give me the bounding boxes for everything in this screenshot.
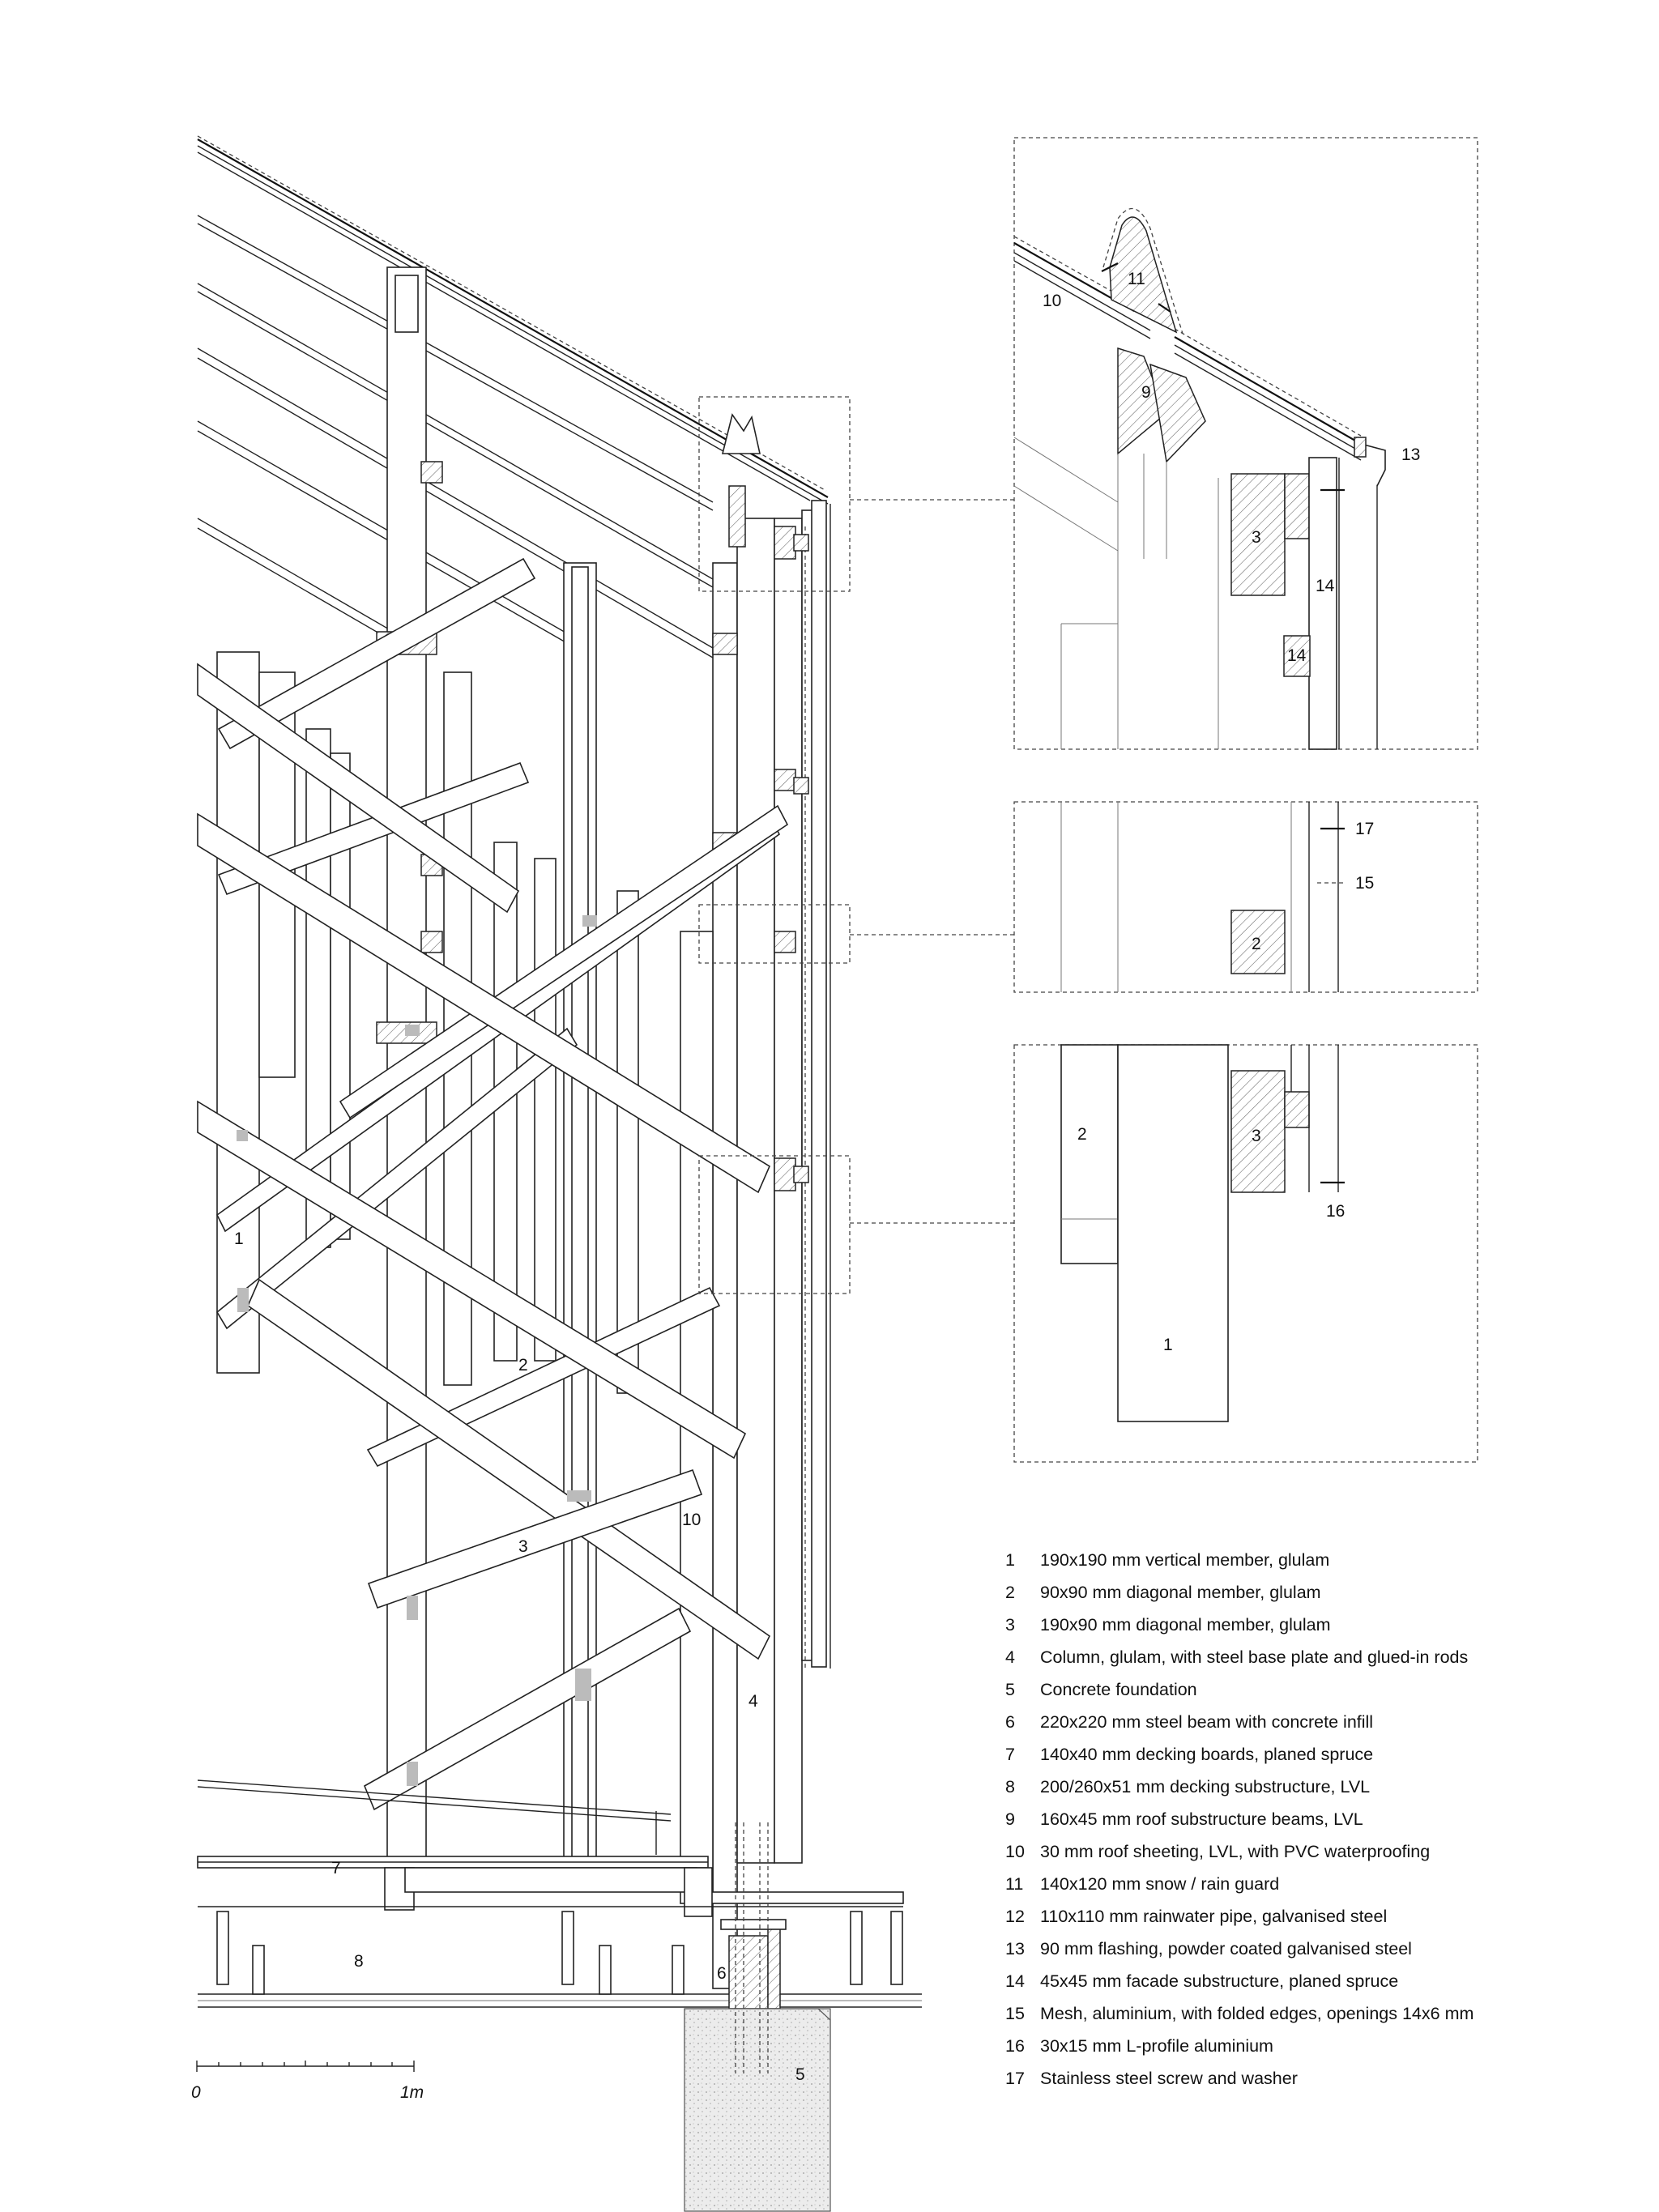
legend-item [1005, 1738, 1637, 1771]
legend-item [1005, 1609, 1637, 1641]
label-2: 2 [518, 1356, 528, 1375]
label-10: 10 [682, 1511, 702, 1529]
base-detail-label-2: 2 [1077, 1125, 1087, 1144]
legend-item-text: 190x190 mm vertical member, glulam [1040, 1550, 1330, 1570]
base-detail-label-16: 16 [1326, 1202, 1346, 1221]
main-section-view [191, 136, 1014, 2211]
legend-item-number: 12 [1005, 1907, 1025, 1926]
label-1: 1 [234, 1230, 244, 1248]
legend-item-number: 4 [1005, 1647, 1015, 1667]
legend-item-number: 11 [1005, 1874, 1024, 1894]
label-8: 8 [354, 1952, 364, 1971]
legend-item-number: 10 [1005, 1842, 1025, 1861]
legend-item-text: 110x110 mm rainwater pipe, galvanised steel [1040, 1907, 1388, 1926]
legend-item [1005, 2062, 1637, 2095]
roof-detail-label-14-a: 14 [1316, 577, 1335, 595]
legend-item-number: 7 [1005, 1745, 1015, 1764]
legend-item-text: 160x45 mm roof substructure beams, LVL [1040, 1809, 1363, 1829]
legend-item [1005, 2030, 1637, 2062]
legend-item-text: Mesh, aluminium, with folded edges, openings 14x6 mm [1040, 2004, 1474, 2023]
legend-item [1005, 1933, 1637, 1965]
legend-item-text: 140x120 mm snow / rain guard [1040, 1874, 1280, 1894]
legend-item [1005, 1900, 1637, 1933]
scale-bar [191, 2061, 424, 2102]
detail-mesh [1014, 802, 1478, 992]
mesh-detail-label-15: 15 [1355, 874, 1375, 893]
legend-item-number: 13 [1005, 1939, 1025, 1958]
roof-detail-label-13: 13 [1401, 445, 1421, 464]
railing-lines [198, 1780, 671, 1855]
legend-item [1005, 1641, 1637, 1673]
base-detail-label-1: 1 [1163, 1336, 1173, 1354]
label-7: 7 [331, 1859, 341, 1877]
legend-item [1005, 1673, 1637, 1706]
legend-item [1005, 1544, 1637, 1576]
legend-item [1005, 1868, 1637, 1900]
roof-detail-label-14-b: 14 [1287, 646, 1307, 665]
legend-item-text: 220x220 mm steel beam with concrete infill [1040, 1712, 1374, 1732]
legend-item-number: 14 [1005, 1971, 1025, 1991]
roof-detail-label-9: 9 [1141, 383, 1151, 402]
roof-detail-label-3: 3 [1252, 528, 1261, 547]
label-3: 3 [518, 1537, 528, 1556]
legend-item-number: 6 [1005, 1712, 1015, 1732]
legend-item-text: 190x90 mm diagonal member, glulam [1040, 1615, 1331, 1634]
legend-item-text: 200/260x51 mm decking substructure, LVL [1040, 1777, 1371, 1796]
legend-item-number: 1 [1005, 1550, 1015, 1570]
legend-list [1005, 1544, 1637, 2095]
legend-item-text: Column, glulam, with steel base plate and glued-in rods [1040, 1647, 1469, 1667]
scale-start-label: 0 [191, 2083, 201, 2102]
roof-purlins [198, 215, 713, 658]
legend-item [1005, 1576, 1637, 1609]
base-detail-label-3: 3 [1252, 1127, 1261, 1145]
legend-item-text: 45x45 mm facade substructure, planed spruce [1040, 1971, 1399, 1991]
legend-item [1005, 1997, 1637, 2030]
legend-item-number: 5 [1005, 1680, 1015, 1699]
legend-item-number: 3 [1005, 1615, 1015, 1634]
legend-item [1005, 1965, 1637, 1997]
legend-item-text: 90x90 mm diagonal member, glulam [1040, 1583, 1321, 1602]
column-4 [680, 501, 830, 1988]
legend-item-number: 15 [1005, 2004, 1025, 2023]
scale-end-label: 1m [400, 2083, 424, 2102]
roof-detail-label-11: 11 [1128, 270, 1145, 288]
label-4: 4 [748, 1692, 758, 1711]
legend-item [1005, 1803, 1637, 1835]
legend-item-text: Stainless steel screw and washer [1040, 2069, 1298, 2088]
legend-item-text: 90 mm flashing, powder coated galvanised steel [1040, 1939, 1412, 1958]
label-5: 5 [795, 2065, 805, 2084]
mesh-detail-label-2: 2 [1252, 935, 1261, 953]
legend-item-number: 8 [1005, 1777, 1015, 1796]
legend-item-number: 2 [1005, 1583, 1015, 1602]
legend-item-text: 140x40 mm decking boards, planed spruce [1040, 1745, 1374, 1764]
mesh-detail-label-17: 17 [1355, 820, 1375, 838]
label-6: 6 [717, 1964, 727, 1983]
legend-item-text: Concrete foundation [1040, 1680, 1197, 1699]
legend-item-text: 30x15 mm L-profile aluminium [1040, 2036, 1273, 2056]
legend-item [1005, 1835, 1637, 1868]
detail-roof-edge [1014, 138, 1478, 749]
legend-item-number: 17 [1005, 2069, 1025, 2088]
roof-detail-label-10: 10 [1043, 292, 1062, 310]
legend-item [1005, 1706, 1637, 1738]
decking-and-substructure [198, 1856, 922, 2007]
legend-item-number: 9 [1005, 1809, 1015, 1829]
detail-base [1014, 1045, 1478, 1462]
legend-item-text: 30 mm roof sheeting, LVL, with PVC waterproofing [1040, 1842, 1431, 1861]
legend-item [1005, 1771, 1637, 1803]
legend-item-number: 16 [1005, 2036, 1025, 2056]
